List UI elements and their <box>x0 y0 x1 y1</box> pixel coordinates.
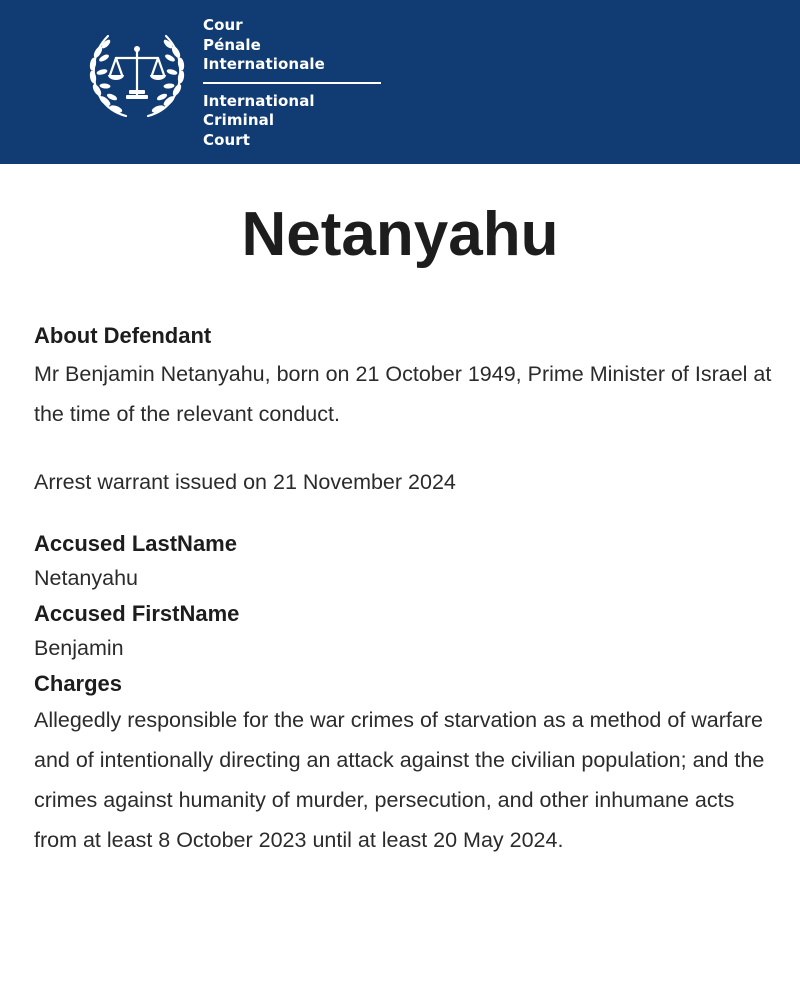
french-name-line-3: Internationale <box>203 55 325 73</box>
about-defendant-text: Mr Benjamin Netanyahu, born on 21 October 1949, Prime Minister of Israel at the time of the relevant conduct. <box>34 362 772 426</box>
about-defendant-label: About Defendant <box>34 323 212 348</box>
name-divider <box>203 82 381 84</box>
court-name-french <box>203 16 383 75</box>
court-name-english <box>203 92 383 151</box>
french-name-line-1: Cour <box>203 16 243 34</box>
accused-firstname-label: Accused FirstName <box>34 601 240 626</box>
french-name-line-2: Pénale <box>203 35 261 54</box>
charges-label: Charges <box>34 671 123 696</box>
icc-logo[interactable] <box>86 30 188 120</box>
english-name-line-1: International <box>203 91 315 110</box>
english-name-line-3: Court <box>203 130 251 149</box>
accused-firstname-value: Benjamin <box>34 636 124 660</box>
defendant-details <box>34 318 774 860</box>
court-name-block <box>203 16 383 150</box>
accused-lastname-label: Accused LastName <box>34 531 237 556</box>
scales-of-justice-laurel-icon <box>86 30 188 120</box>
charges-text: Allegedly responsible for the war crimes of starvation as a method of warfare and of intentionally directing an attack against the civilian population; and the crimes against humanity of murder, persecution, and other inhumane acts from at least 8 October 2023 until at least 20 May 2024. <box>34 708 765 852</box>
site-header <box>0 0 800 164</box>
arrest-warrant-text: Arrest warrant issued on 21 November 2024 <box>34 470 456 494</box>
accused-lastname-value: Netanyahu <box>34 566 138 590</box>
english-name-line-2: Criminal <box>203 111 275 129</box>
page-title: Netanyahu <box>241 200 559 269</box>
